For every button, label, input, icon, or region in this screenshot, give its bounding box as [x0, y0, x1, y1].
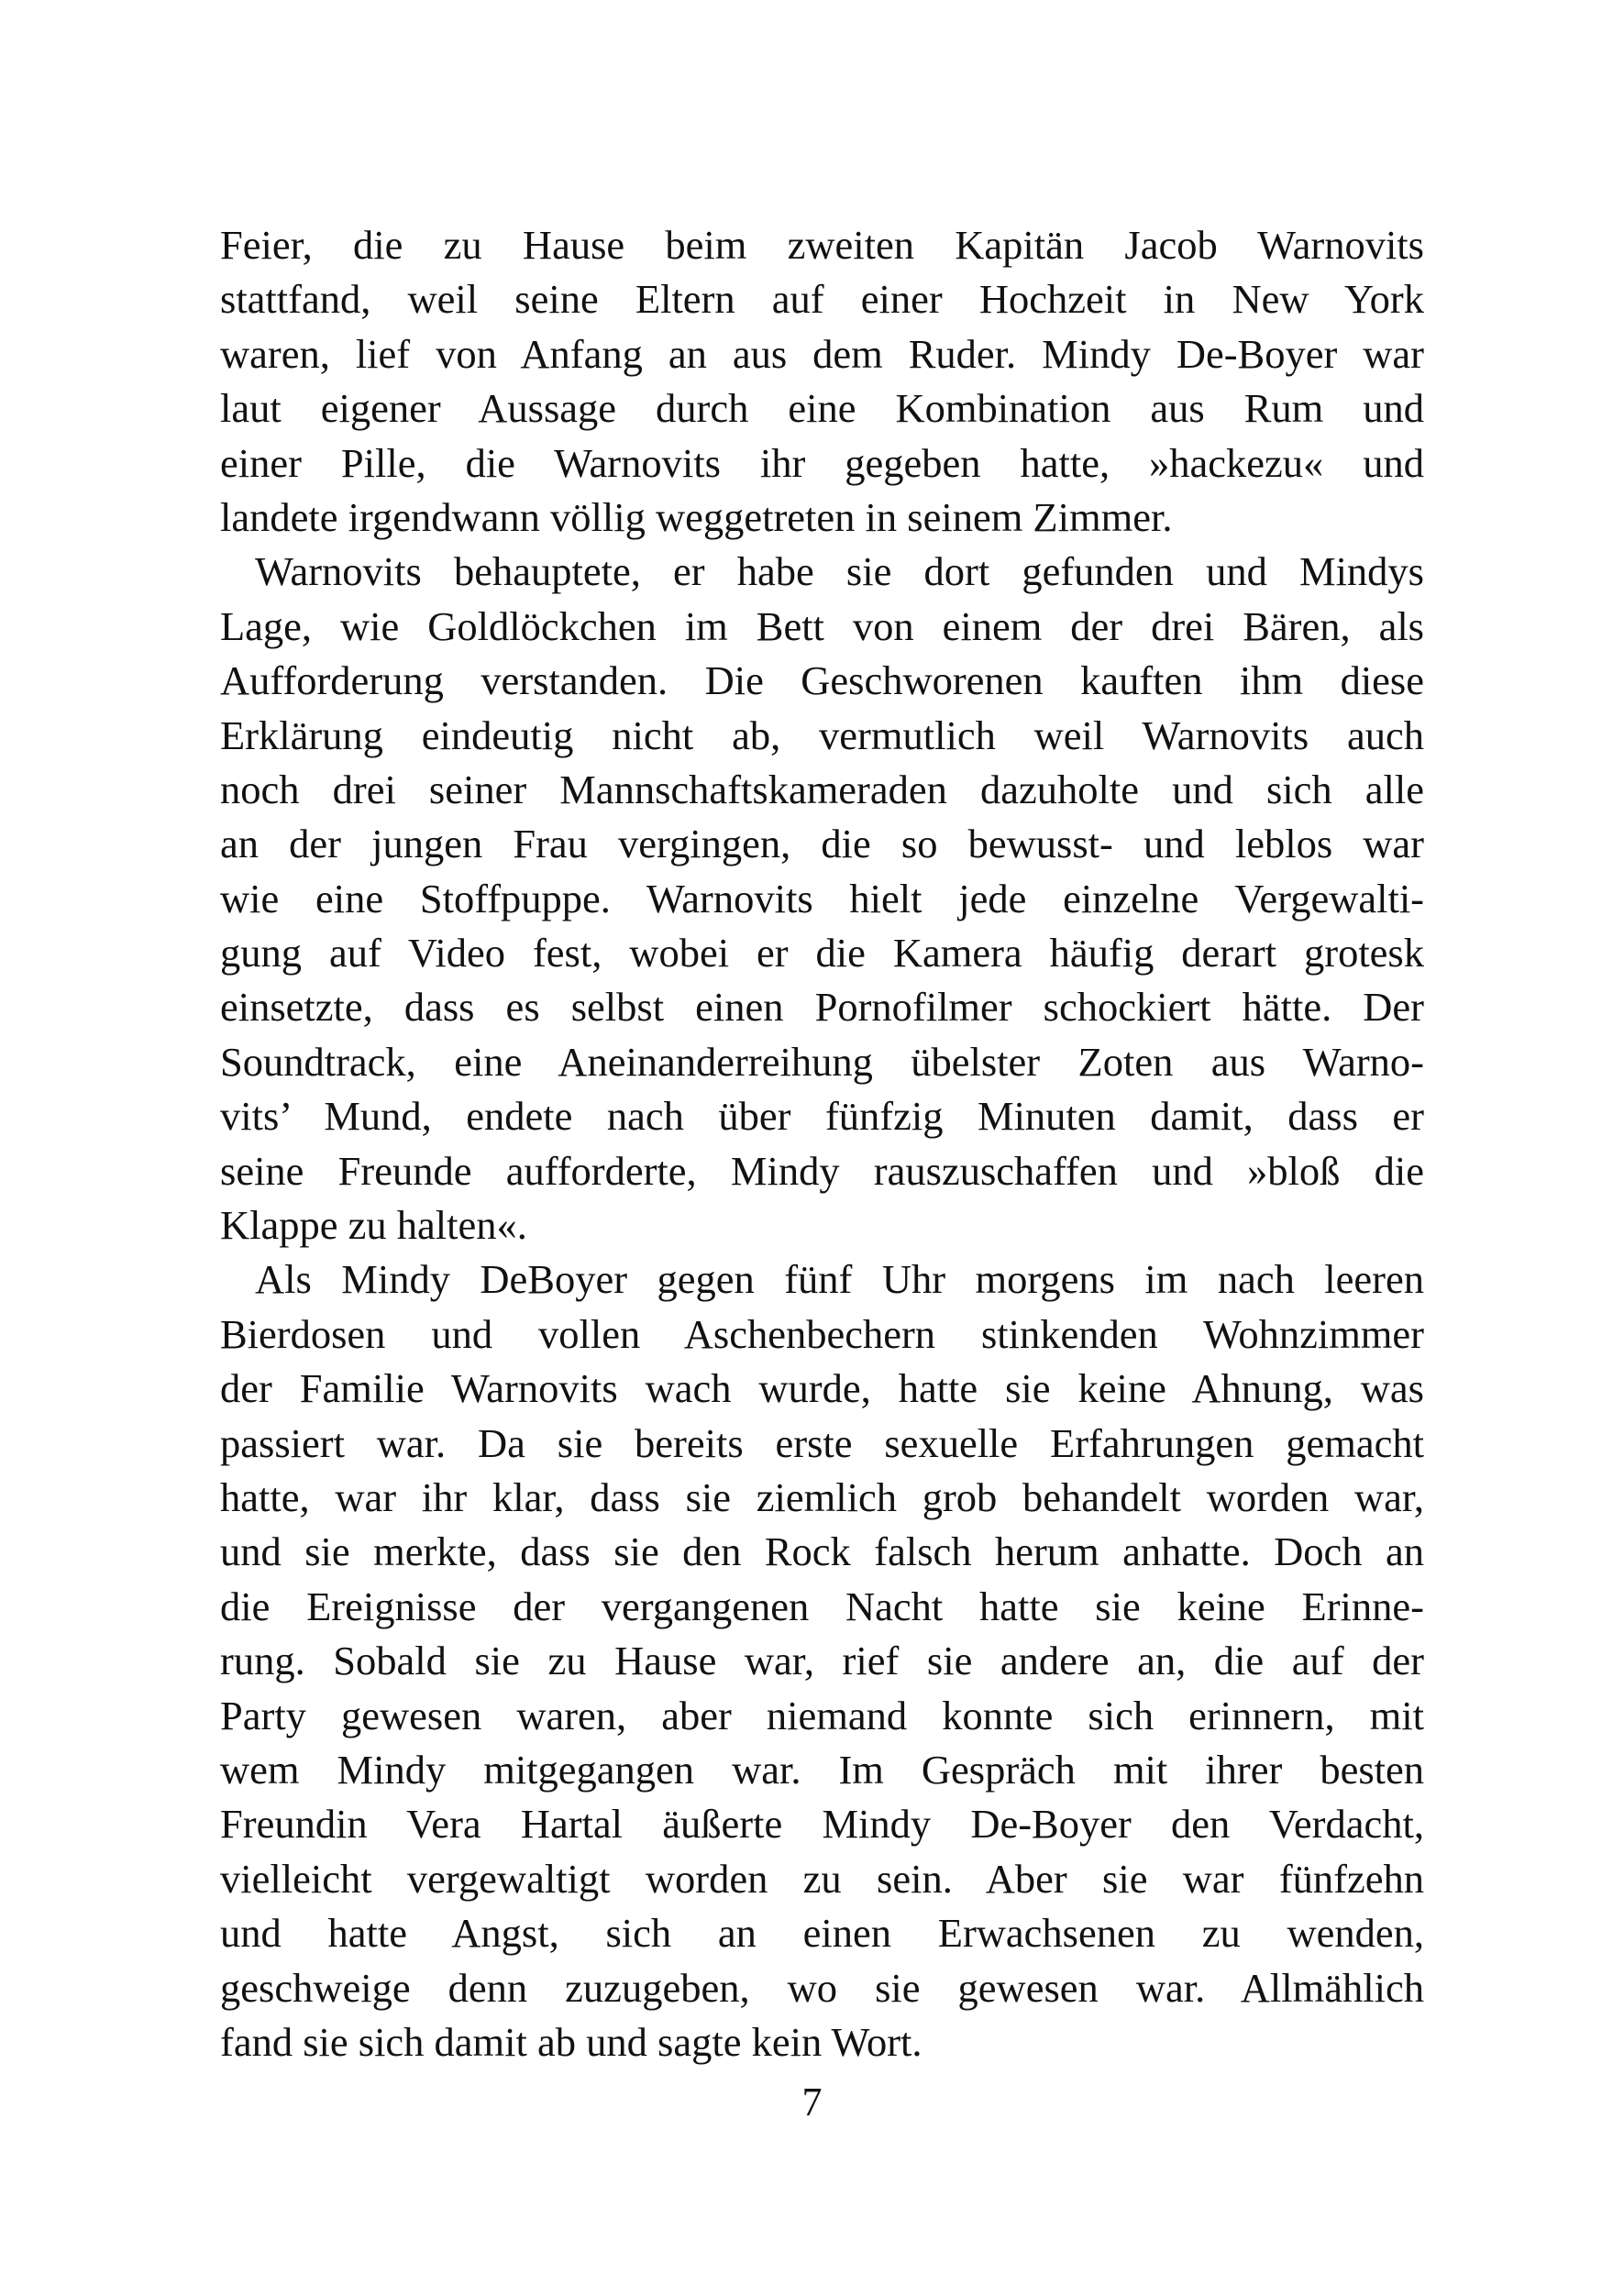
text-line: stattfand, weil seine Eltern auf einer Hochzeit in New York: [220, 276, 1424, 323]
text-line: gung auf Video fest, wobei er die Kamera häufig derart grotesk: [220, 930, 1424, 977]
text-line: Soundtrack, eine Aneinanderreihung übelster Zoten aus Warno-: [220, 1038, 1424, 1085]
text-line: vielleicht vergewaltigt worden zu sein. Aber sie war fünfzehn: [220, 1855, 1424, 1902]
text-line: waren, lief von Anfang an aus dem Ruder. Mindy De-Boyer war: [220, 330, 1424, 377]
text-line: an der jungen Frau vergingen, die so bewusst- und leblos war: [220, 821, 1424, 867]
text-line: der Familie Warnovits wach wurde, hatte sie keine Ahnung, was: [220, 1365, 1424, 1412]
text-line: Party gewesen waren, aber niemand konnte sich erinnern, mit: [220, 1692, 1424, 1738]
text-line: einer Pille, die Warnovits ihr gegeben hatte, »hackezu« und: [220, 439, 1424, 486]
text-line: rung. Sobald sie zu Hause war, rief sie andere an, die auf der: [220, 1638, 1424, 1684]
text-line: wem Mindy mitgegangen war. Im Gespräch mit ihrer besten: [220, 1746, 1424, 1793]
body-text: [220, 218, 1424, 2069]
text-line: Freundin Vera Hartal äußerte Mindy De-Boyer den Verdacht,: [220, 1801, 1424, 1848]
text-line: und sie merkte, dass sie den Rock falsch herum anhatte. Doch an: [220, 1528, 1424, 1575]
text-line: noch drei seiner Mannschaftskameraden dazuholte und sich alle: [220, 766, 1424, 812]
text-line: Lage, wie Goldlöckchen im Bett von einem der drei Bären, als: [220, 602, 1424, 649]
text-line: vits’ Mund, endete nach über fünfzig Minuten damit, dass er: [220, 1093, 1424, 1140]
text-line: Aufforderung verstanden. Die Geschworenen kauften ihm diese: [220, 657, 1424, 704]
text-line: seine Freunde aufforderte, Mindy rauszuschaffen und »bloß die: [220, 1147, 1424, 1194]
text-line: passiert war. Da sie bereits erste sexuelle Erfahrungen gemacht: [220, 1419, 1424, 1466]
text-line: die Ereignisse der vergangenen Nacht hatte sie keine Erinne-: [220, 1583, 1424, 1629]
text-line: Feier, die zu Hause beim zweiten Kapitän Jacob Warnovits: [220, 222, 1424, 268]
text-line: wie eine Stoffpuppe. Warnovits hielt jede einzelne Vergewalti-: [220, 875, 1424, 921]
text-line: landete irgendwann völlig weggetreten in seinem Zimmer.: [220, 493, 1173, 540]
text-line: fand sie sich damit ab und sagte kein Wort.: [220, 2018, 922, 2065]
text-line: Warnovits behauptete, er habe sie dort gefunden und Mindys: [255, 548, 1424, 595]
text-line: und hatte Angst, sich an einen Erwachsenen zu wenden,: [220, 1910, 1424, 1957]
page-number: 7: [801, 2080, 823, 2124]
text-line: Bierdosen und vollen Aschenbechern stinkenden Wohnzimmer: [220, 1310, 1424, 1357]
text-line: Erklärung eindeutig nicht ab, vermutlich weil Warnovits auch: [220, 712, 1424, 758]
text-line: Als Mindy DeBoyer gegen fünf Uhr morgens im nach leeren: [255, 1256, 1424, 1303]
text-line: hatte, war ihr klar, dass sie ziemlich grob behandelt worden war,: [220, 1473, 1424, 1520]
text-line: geschweige denn zuzugeben, wo sie gewesen war. Allmählich: [220, 1964, 1424, 2011]
text-line: Klappe zu halten«.: [220, 1202, 527, 1249]
text-line: laut eigener Aussage durch eine Kombination aus Rum und: [220, 385, 1424, 432]
text-line: einsetzte, dass es selbst einen Pornofilmer schockiert hätte. Der: [220, 984, 1424, 1031]
